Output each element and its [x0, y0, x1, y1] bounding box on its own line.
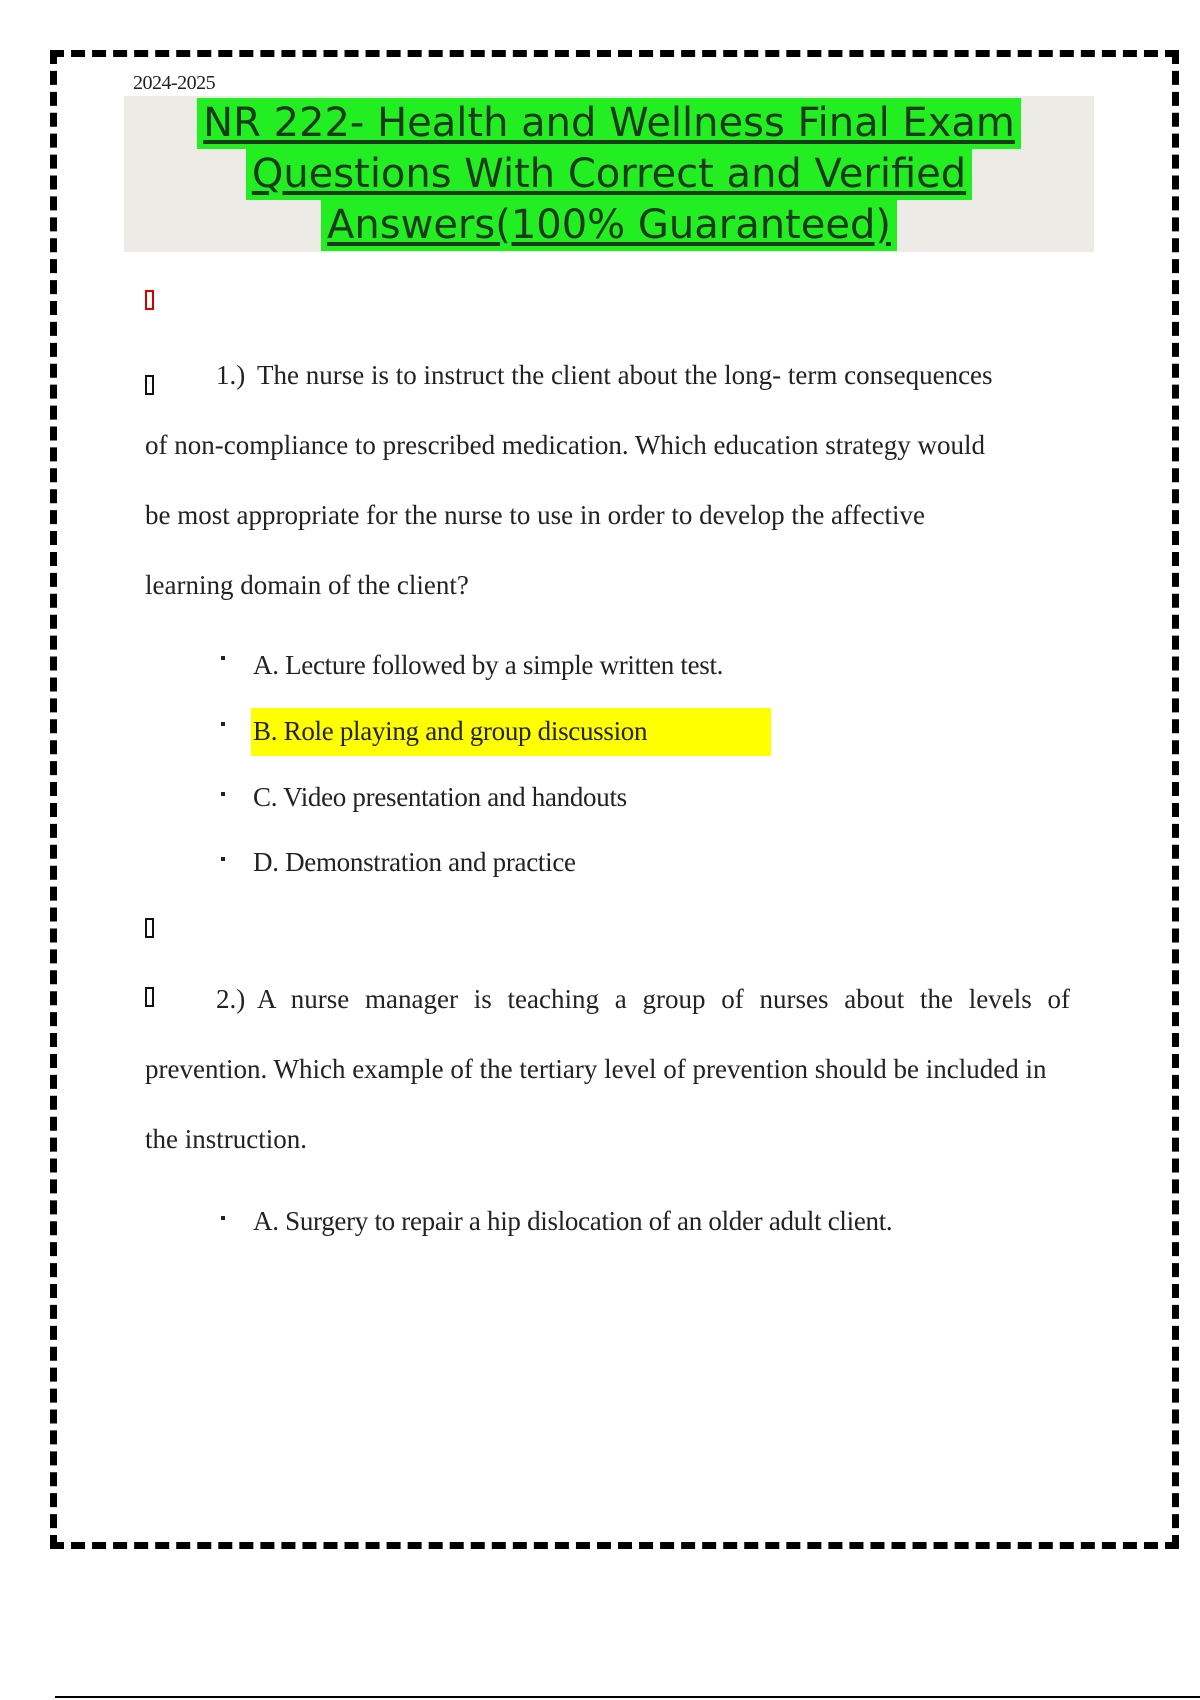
question-1-option-d: D. Demonstration and practice: [253, 847, 576, 877]
missing-glyph-icon: [145, 918, 154, 938]
question-1-line: of non-compliance to prescribed medication. Which education strategy would: [145, 430, 985, 460]
question-1-option-c: C. Video presentation and handouts: [253, 782, 627, 812]
bullet-icon: [221, 722, 225, 726]
question-2-line: prevention. Which example of the tertiary level of prevention should be included in: [145, 1054, 1047, 1084]
question-2-line: the instruction.: [145, 1124, 307, 1154]
question-1-line: The nurse is to instruct the client about the long- term consequences: [257, 360, 993, 390]
question-2-option-a: A. Surgery to repair a hip dislocation of an older adult client.: [253, 1206, 893, 1236]
bullet-icon: [221, 656, 225, 660]
bullet-icon: [221, 857, 225, 861]
question-2-number: 2.): [216, 984, 246, 1014]
question-1-line: learning domain of the client?: [145, 570, 469, 600]
question-1-number: 1.): [216, 360, 246, 390]
footer-rule: [55, 1696, 1200, 1698]
title-line-1: NR 222- Health and Wellness Final Exam: [197, 98, 1021, 149]
document-title: [124, 98, 1094, 251]
title-line-3: Answers(100% Guaranteed): [321, 200, 897, 251]
question-1-option-a: A. Lecture followed by a simple written test.: [253, 650, 724, 680]
question-2-line: [257, 984, 1070, 1015]
header-year: 2024-2025: [133, 72, 216, 94]
missing-glyph-icon: [145, 375, 154, 395]
question-1-option-b-correct: B. Role playing and group discussion: [251, 708, 771, 756]
missing-glyph-icon: [145, 987, 154, 1007]
title-line-2: Questions With Correct and Verified: [246, 149, 972, 200]
question-1-line: be most appropriate for the nurse to use in order to develop the affective: [145, 500, 925, 530]
bullet-icon: [221, 1216, 225, 1220]
missing-glyph-icon: [145, 290, 154, 310]
bullet-icon: [221, 792, 225, 796]
question-2-line-text: A nurse manager is teaching a group of nurses about the levels of: [257, 984, 1070, 1014]
